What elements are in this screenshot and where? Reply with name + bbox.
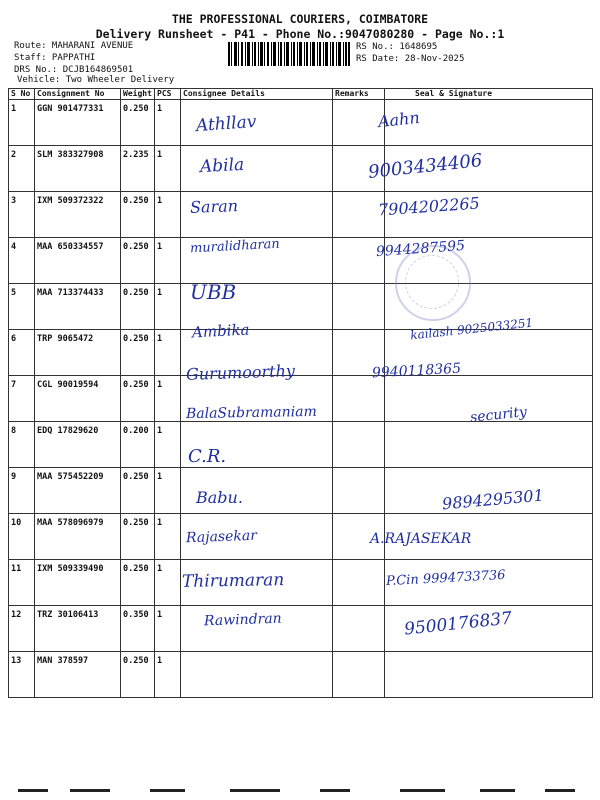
runsheet-table bbox=[8, 88, 593, 698]
handwritten-signature: 7904202265 bbox=[377, 193, 481, 220]
cell-consignment: MAN 378597 bbox=[35, 652, 121, 698]
cell-pcs: 1 bbox=[155, 606, 181, 652]
cell-remarks bbox=[333, 606, 385, 652]
handwritten-consignee: BalaSubramaniam bbox=[185, 403, 317, 422]
handwritten-signature: A.RAJASEKAR bbox=[370, 531, 472, 547]
handwritten-signature: 9944287595 bbox=[375, 237, 466, 260]
table-row bbox=[9, 514, 593, 560]
cell-sno: 2 bbox=[9, 146, 35, 192]
cell-consignment: MAA 578096979 bbox=[35, 514, 121, 560]
cell-remarks bbox=[333, 100, 385, 146]
cell-weight: 0.250 bbox=[121, 468, 155, 514]
handwritten-consignee: muralidharan bbox=[189, 236, 281, 256]
col-pcs: PCS bbox=[155, 89, 181, 100]
cell-pcs: 1 bbox=[155, 238, 181, 284]
route-label: Route: MAHARANI AVENUE bbox=[14, 41, 134, 51]
table-row bbox=[9, 238, 593, 284]
cell-consignment: MAA 575452209 bbox=[35, 468, 121, 514]
cell-consignment: GGN 901477331 bbox=[35, 100, 121, 146]
cell-weight: 0.350 bbox=[121, 606, 155, 652]
cell-remarks bbox=[333, 652, 385, 698]
cell-pcs: 1 bbox=[155, 560, 181, 606]
table-row bbox=[9, 192, 593, 238]
drs-label: DRS No.: DCJB164869501 bbox=[14, 65, 134, 75]
col-weight: Weight bbox=[121, 89, 155, 100]
cell-weight: 0.250 bbox=[121, 192, 155, 238]
cell-remarks bbox=[333, 192, 385, 238]
cell-sno: 3 bbox=[9, 192, 35, 238]
cell-pcs: 1 bbox=[155, 422, 181, 468]
handwritten-signature: 9894295301 bbox=[441, 485, 545, 513]
table-row bbox=[9, 146, 593, 192]
cell-sno: 4 bbox=[9, 238, 35, 284]
cell-pcs: 1 bbox=[155, 468, 181, 514]
cell-consignment: MAA 650334557 bbox=[35, 238, 121, 284]
cell-consignment: IXM 509372322 bbox=[35, 192, 121, 238]
table-row bbox=[9, 422, 593, 468]
handwritten-consignee: Gurumoorthy bbox=[185, 361, 296, 384]
cell-pcs: 1 bbox=[155, 652, 181, 698]
cell-sno: 12 bbox=[9, 606, 35, 652]
col-consignment: Consignment No bbox=[35, 89, 121, 100]
cell-sno: 5 bbox=[9, 284, 35, 330]
cell-weight: 2.235 bbox=[121, 146, 155, 192]
runsheet-subtitle: Delivery Runsheet - P41 - Phone No.:9047080280 - Page No.:1 bbox=[95, 27, 505, 41]
cell-signature bbox=[385, 422, 593, 468]
footer-barcode-icon bbox=[0, 787, 600, 800]
cell-sno: 10 bbox=[9, 514, 35, 560]
handwritten-consignee: Rawindran bbox=[203, 610, 282, 630]
cell-consignment: CGL 90019594 bbox=[35, 376, 121, 422]
company-title: THE PROFESSIONAL COURIERS, COIMBATORE bbox=[171, 12, 429, 26]
cell-remarks bbox=[333, 468, 385, 514]
cell-consignment: IXM 509339490 bbox=[35, 560, 121, 606]
table-row bbox=[9, 330, 593, 376]
cell-weight: 0.200 bbox=[121, 422, 155, 468]
cell-remarks bbox=[333, 560, 385, 606]
col-sno: S No bbox=[9, 89, 35, 100]
handwritten-consignee: C.R. bbox=[188, 446, 227, 467]
cell-weight: 0.250 bbox=[121, 238, 155, 284]
cell-sno: 7 bbox=[9, 376, 35, 422]
handwritten-signature: kailash 9025033251 bbox=[409, 315, 534, 342]
handwritten-consignee: Athllav bbox=[195, 111, 257, 137]
handwritten-consignee: Babu. bbox=[196, 487, 243, 507]
handwritten-signature: security bbox=[469, 403, 528, 426]
cell-sno: 6 bbox=[9, 330, 35, 376]
cell-pcs: 1 bbox=[155, 376, 181, 422]
cell-consignment: TRP 9065472 bbox=[35, 330, 121, 376]
cell-sno: 11 bbox=[9, 560, 35, 606]
cell-remarks bbox=[333, 284, 385, 330]
cell-sno: 13 bbox=[9, 652, 35, 698]
cell-signature bbox=[385, 652, 593, 698]
cell-weight: 0.250 bbox=[121, 330, 155, 376]
rs-number: RS No.: 1648695 bbox=[356, 42, 438, 52]
table-row bbox=[9, 652, 593, 698]
cell-weight: 0.250 bbox=[121, 100, 155, 146]
cell-sno: 9 bbox=[9, 468, 35, 514]
handwritten-consignee: UBB bbox=[190, 280, 237, 304]
cell-sno: 8 bbox=[9, 422, 35, 468]
handwritten-signature: Aahn bbox=[377, 107, 421, 132]
cell-consignment: EDQ 17829620 bbox=[35, 422, 121, 468]
handwritten-signature: 9500176837 bbox=[403, 608, 513, 640]
cell-remarks bbox=[333, 376, 385, 422]
cell-pcs: 1 bbox=[155, 284, 181, 330]
cell-consignee bbox=[181, 652, 333, 698]
handwritten-signature: 9003434406 bbox=[367, 149, 484, 183]
handwritten-signature: P.Cin 9994733736 bbox=[385, 567, 506, 589]
cell-weight: 0.250 bbox=[121, 652, 155, 698]
handwritten-consignee: Saran bbox=[189, 196, 239, 217]
handwritten-consignee: Abila bbox=[199, 154, 245, 177]
cell-sno: 1 bbox=[9, 100, 35, 146]
cell-weight: 0.250 bbox=[121, 376, 155, 422]
cell-consignment: SLM 383327908 bbox=[35, 146, 121, 192]
cell-remarks bbox=[333, 422, 385, 468]
cell-pcs: 1 bbox=[155, 514, 181, 560]
handwritten-consignee: Rajasekar bbox=[185, 527, 258, 547]
cell-pcs: 1 bbox=[155, 146, 181, 192]
cell-weight: 0.250 bbox=[121, 560, 155, 606]
cell-pcs: 1 bbox=[155, 100, 181, 146]
barcode-icon bbox=[228, 42, 350, 66]
cell-weight: 0.250 bbox=[121, 284, 155, 330]
handwritten-consignee: Thirumaran bbox=[181, 569, 285, 592]
table-header-row bbox=[9, 89, 593, 100]
table-row bbox=[9, 100, 593, 146]
cell-pcs: 1 bbox=[155, 192, 181, 238]
cell-consignment: MAA 713374433 bbox=[35, 284, 121, 330]
handwritten-consignee: Ambika bbox=[191, 320, 250, 341]
col-signature: Seal & Signature bbox=[385, 89, 593, 100]
cell-pcs: 1 bbox=[155, 330, 181, 376]
cell-weight: 0.250 bbox=[121, 514, 155, 560]
rs-date: RS Date: 28-Nov-2025 bbox=[356, 54, 465, 64]
col-consignee: Consignee Details bbox=[181, 89, 333, 100]
col-remarks: Remarks bbox=[333, 89, 385, 100]
staff-label: Staff: PAPPATHI bbox=[14, 53, 96, 63]
handwritten-signature: 9940118365 bbox=[371, 360, 462, 382]
vehicle-label: Vehicle: Two Wheeler Delivery bbox=[17, 75, 175, 85]
cell-consignment: TRZ 30106413 bbox=[35, 606, 121, 652]
